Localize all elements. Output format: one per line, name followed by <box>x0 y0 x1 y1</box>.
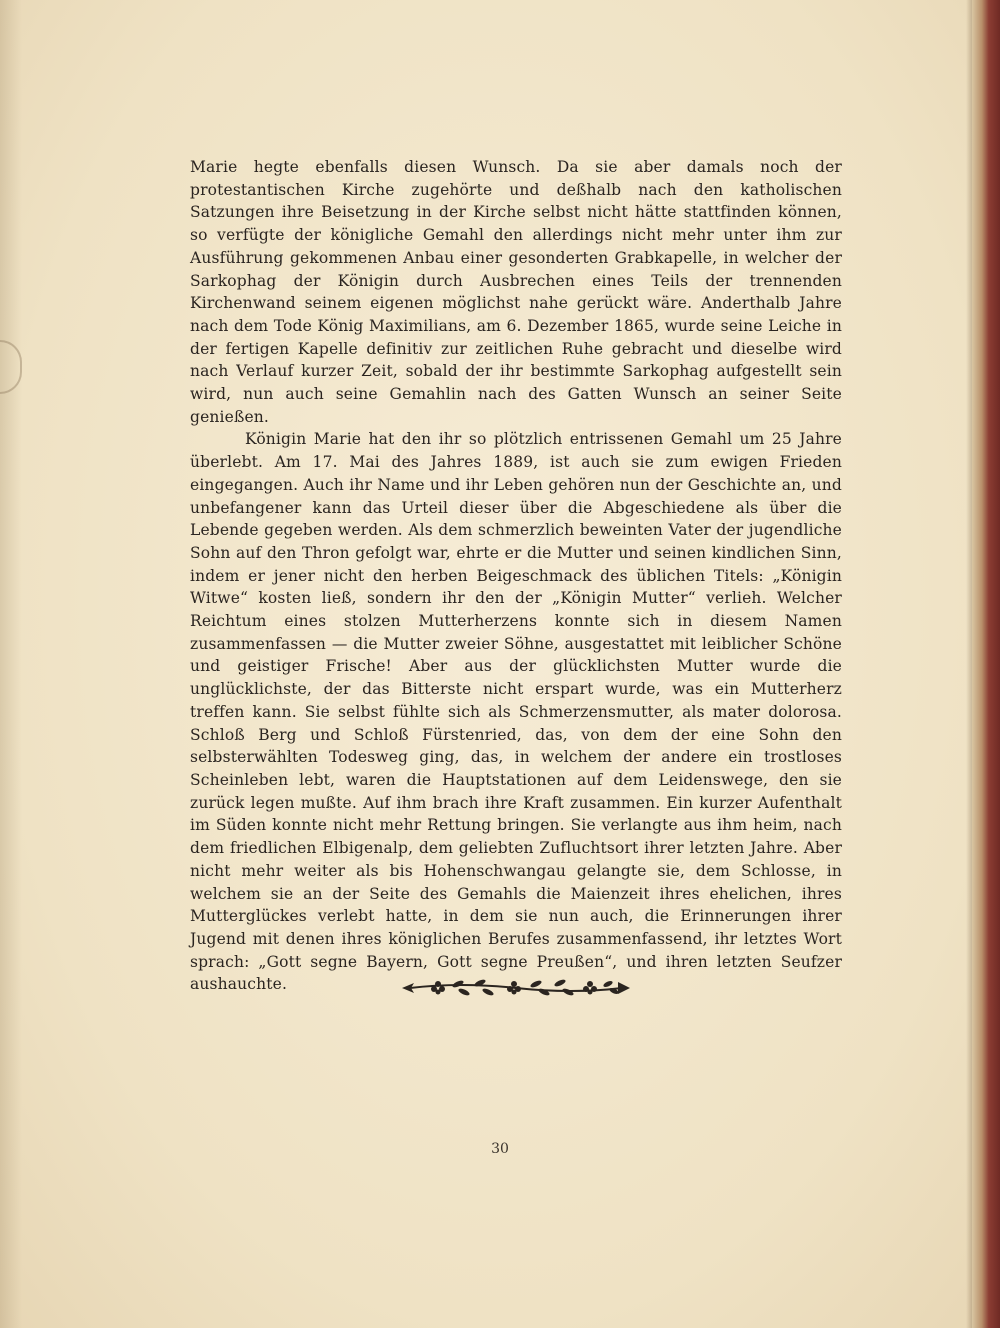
page-fold-shadow <box>0 0 22 1328</box>
paragraph-2: Königin Marie hat den ihr so plötzlich entrissenen Gemahl um 25 Jahre überlebt. Am 17. Mai des Jahres 1889, ist auch sie zum ewigen Frieden eingegangen. Auch ihr Name und ihr Leben gehören nun der Geschichte an, und unbefangener kann das Urteil dieser über die Abgeschiedene als über die Lebende gegeben werden. Als dem schmerzlich beweinten Vater der jugendliche Sohn auf den Thron gefolgt war, ehrte er die Mutter und seinen kindlichen Sinn, indem er jener nicht den herben Beigeschmack des üblichen Titels: „Königin Witwe“ kosten ließ, sondern ihr den der „Königin Mutter“ verlieh. Welcher Reichtum eines stolzen Mutterherzens konnte sich in diesem Namen zusammenfassen — die Mutter zweier Söhne, ausgestattet mit leiblicher Schöne und geistiger Frische! Aber aus der glücklichsten Mutter wurde die unglücklichste, der das Bitterste nicht erspart wurde, was ein Mutterherz treffen kann. Sie selbst fühlte sich als Schmerzensmutter, als mater dolorosa. Schloß Berg und Schloß Fürstenried, das, von dem der eine Sohn den selbsterwählten Todesweg ging, das, in welchem der andere ein trostloses Scheinleben lebt, waren die Hauptstationen auf dem Leidenswege, den sie zurück legen mußte. Auf ihm brach ihre Kraft zusammen. Ein kurzer Aufenthalt im Süden konnte nicht mehr Rettung bringen. Sie verlangte aus ihm heim, nach dem friedlichen Elbigenalp, dem geliebten Zufluchtsort ihrer letzten Jahre. Aber nicht mehr weiter als bis Hohenschwangau gelangte sie, dem Schlosse, in welchem sie an der Seite des Gemahls die Maienzeit ihres ehelichen, ihres Mutterglückes verlebt hatte, in dem sie nun auch, die Erinnerungen ihrer Jugend mit denen ihres königlichen Berufes zusammenfassend, ihr letztes Wort sprach: „Gott segne Bayern, Gott segne Preußen“, und ihren letzten Seufzer aushauchte. <box>190 430 842 994</box>
floral-vine-divider-icon <box>400 976 632 1000</box>
page-number: 30 <box>491 1141 509 1157</box>
book-binding <box>972 0 1000 1328</box>
body-text <box>190 156 842 996</box>
paragraph-1: Marie hegte ebenfalls diesen Wunsch. Da sie aber damals noch der protestantischen Kirche zugehörte und deßhalb nach den katholischen Satzungen ihre Beisetzung in der Kirche selbst nicht hätte stattfinden können, so verfügte der königliche Gemahl den allerdings nicht mehr unter ihm zur Ausführung gekommenen Anbau einer gesonderten Grabkapelle, in welcher der Sarkophag der Königin durch Ausbrechen eines Teils der trennenden Kirchenwand seinem eigenen möglichst nahe gerückt wäre. Anderthalb Jahre nach dem Tode König Maximilians, am 6. Dezember 1865, wurde seine Leiche in der fertigen Kapelle definitiv zur zeitlichen Ruhe gebracht und dieselbe wird nach Verlauf kurzer Zeit, sobald der ihr bestimmte Sarkophag aufgestellt sein wird, nun auch seine Gemahlin nach des Gatten Wunsch an seiner Seite genießen. <box>190 158 842 426</box>
